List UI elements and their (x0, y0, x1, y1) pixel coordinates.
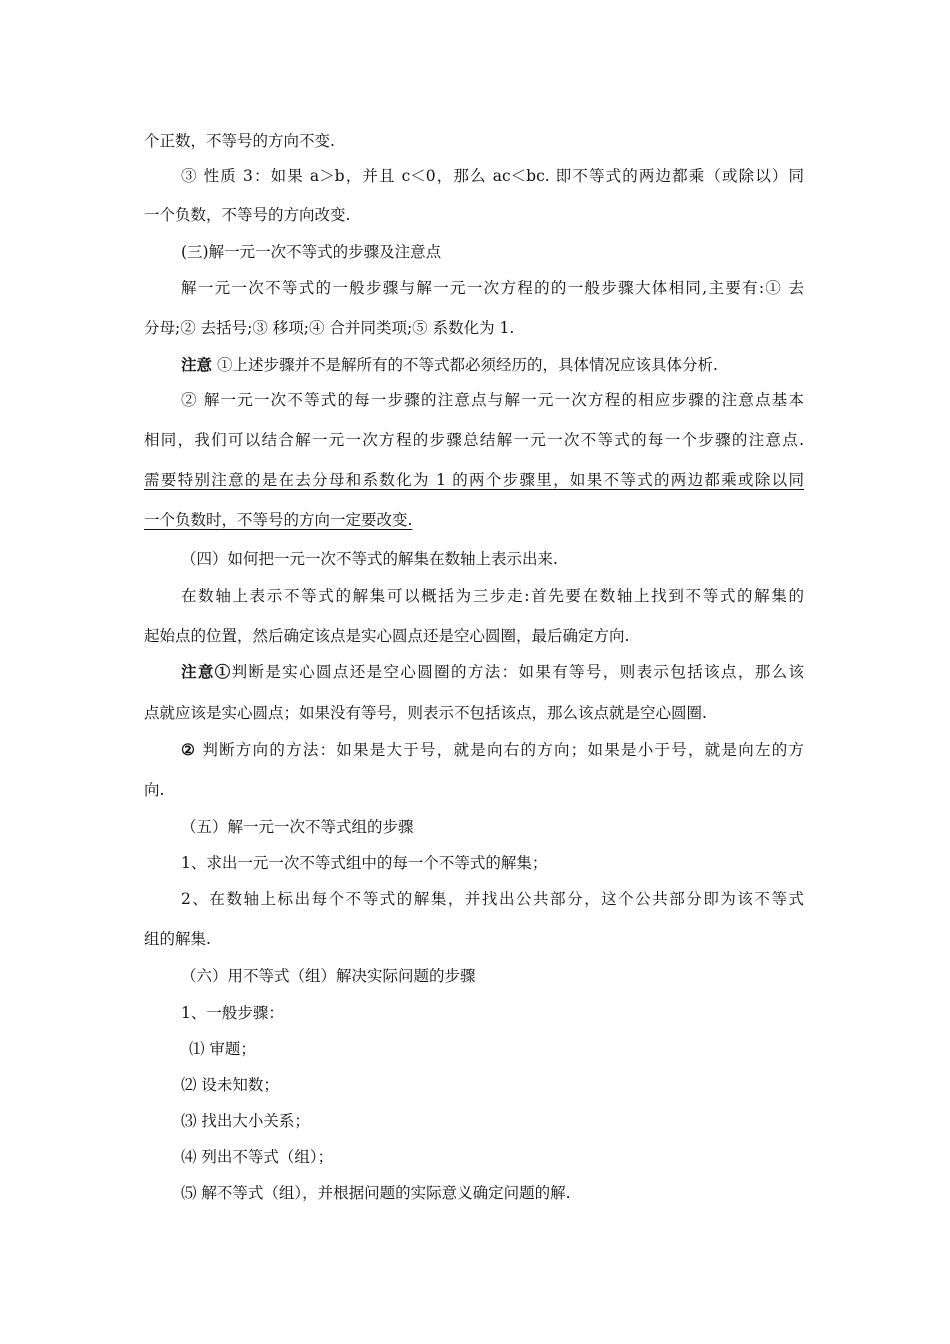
note-label: 注意① (181, 662, 232, 681)
underlined-emphasis-line: 需要特别注意的是在去分母和系数化为 1 的两个步骤里，如果不等式的两边都乘或除以同 (144, 471, 804, 489)
underlined-emphasis-line: 一个负数时，不等号的方向一定要改变. (144, 511, 413, 529)
paragraph-line: 点就应该是实心圆点；如果没有等号，则表示不包括该点，那么该点就是空心圆圈. (144, 704, 707, 722)
list-item: ⑷ 列出不等式（组）； (181, 1148, 334, 1166)
circled-number: ② (181, 740, 197, 759)
paragraph-line: 起始点的位置，然后确定该点是实心圆点还是空心圆圈，最后确定方向. (144, 627, 630, 645)
list-item: ⑶ 找出大小关系； (181, 1112, 310, 1130)
note-text: ①上述步骤并不是解所有的不等式都必须经历的，具体情况应该具体分析. (212, 356, 718, 374)
paragraph-line: 向. (144, 781, 165, 799)
note-line (181, 355, 718, 375)
paragraph-line: 解一元一次不等式的一般步骤与解一元一次方程的的一般步骤大体相同,主要有:① 去 (181, 279, 804, 297)
section-heading-3: (三)解一元一次不等式的步骤及注意点 (181, 243, 442, 261)
list-item: ⑸ 解不等式（组），并根据问题的实际意义确定问题的解. (181, 1184, 571, 1202)
paragraph-line: ② 解一元一次不等式的每一步骤的注意点与解一元一次方程的相应步骤的注意点基本 (181, 391, 804, 409)
paragraph-line: 在数轴上表示不等式的解集可以概括为三步走:首先要在数轴上找到不等式的解集的 (181, 587, 804, 605)
section-heading-4: （四）如何把一元一次不等式的解集在数轴上表示出来. (181, 550, 558, 568)
step-item: 2、在数轴上标出每个不等式的解集，并找出公共部分，这个公共部分即为该不等式 (181, 890, 804, 908)
paragraph-line: 一个负数，不等号的方向改变. (144, 206, 351, 224)
note-line (181, 662, 804, 682)
section-heading-6: （六）用不等式（组）解决实际问题的步骤 (181, 967, 476, 985)
list-item: ⑵ 设未知数； (181, 1076, 279, 1094)
paragraph-line: 个正数，不等号的方向不变. (144, 132, 335, 150)
paragraph-line: 组的解集. (144, 930, 211, 948)
paragraph-line: 分母;② 去括号;③ 移项;④ 合并同类项;⑤ 系数化为 1. (144, 319, 515, 337)
step-item: 1、求出一元一次不等式组中的每一个不等式的解集； (181, 854, 548, 872)
list-heading: 1、一般步骤： (181, 1004, 284, 1022)
paragraph-text: 判断方向的方法：如果是大于号，就是向右的方向；如果是小于号，就是向左的方 (196, 741, 804, 759)
note-label: 注意 (181, 355, 213, 374)
note-text: 判断是实心圆点还是空心圆圈的方法：如果有等号，则表示包括该点，那么该 (231, 663, 804, 681)
paragraph-line (181, 740, 804, 760)
section-heading-5: （五）解一元一次不等式组的步骤 (181, 818, 414, 836)
paragraph-line: 相同，我们可以结合解一元一次方程的步骤总结解一元一次不等式的每一个步骤的注意点. (144, 431, 804, 449)
list-item: ⑴ 审题； (189, 1040, 256, 1058)
property-3-line: ③ 性质 3：如果 a＞b，并且 c＜0，那么 ac＜bc. 即不等式的两边都乘（或除以）同 (181, 167, 804, 185)
